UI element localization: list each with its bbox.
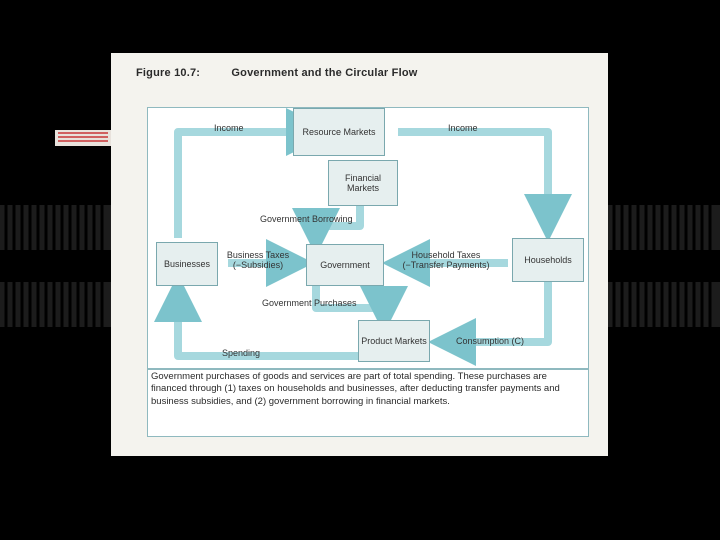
- product-markets-box: Product Markets: [358, 320, 430, 362]
- figure-number: Figure 10.7:: [136, 67, 201, 79]
- consumption-label: Consumption (C): [456, 336, 525, 346]
- government-box: Government: [306, 244, 384, 286]
- government-purchases-label: Government Purchases: [262, 298, 357, 308]
- business-taxes-label: Business Taxes (−Subsidies): [226, 250, 290, 271]
- financial-markets-box: Financial Markets: [328, 160, 398, 206]
- income-left-label: Income: [214, 123, 244, 133]
- figure-page: [111, 53, 608, 456]
- households-box: Households: [512, 238, 584, 282]
- household-taxes-label: Household Taxes (−Transfer Payments): [402, 250, 490, 271]
- figure-title: [136, 67, 418, 79]
- spending-label: Spending: [222, 348, 261, 358]
- income-right-arrow: [398, 132, 548, 226]
- circular-flow-diagram: [147, 107, 589, 369]
- figure-title-text: Government and the Circular Flow: [231, 67, 418, 79]
- income-right-label: Income: [448, 123, 478, 133]
- figure-caption: Government purchases of goods and services are part of total spending. These purchases are financed through (1) taxes on households and businesses, after deducting transfer payments and business subsidies, and (2) government borrowing in financial markets.: [151, 371, 560, 407]
- resource-markets-box: Resource Markets: [293, 108, 385, 156]
- businesses-box: Businesses: [156, 242, 218, 286]
- consumption-arrow: [444, 280, 548, 342]
- page-fragment: [55, 130, 111, 146]
- government-borrowing-label: Government Borrowing: [260, 214, 353, 224]
